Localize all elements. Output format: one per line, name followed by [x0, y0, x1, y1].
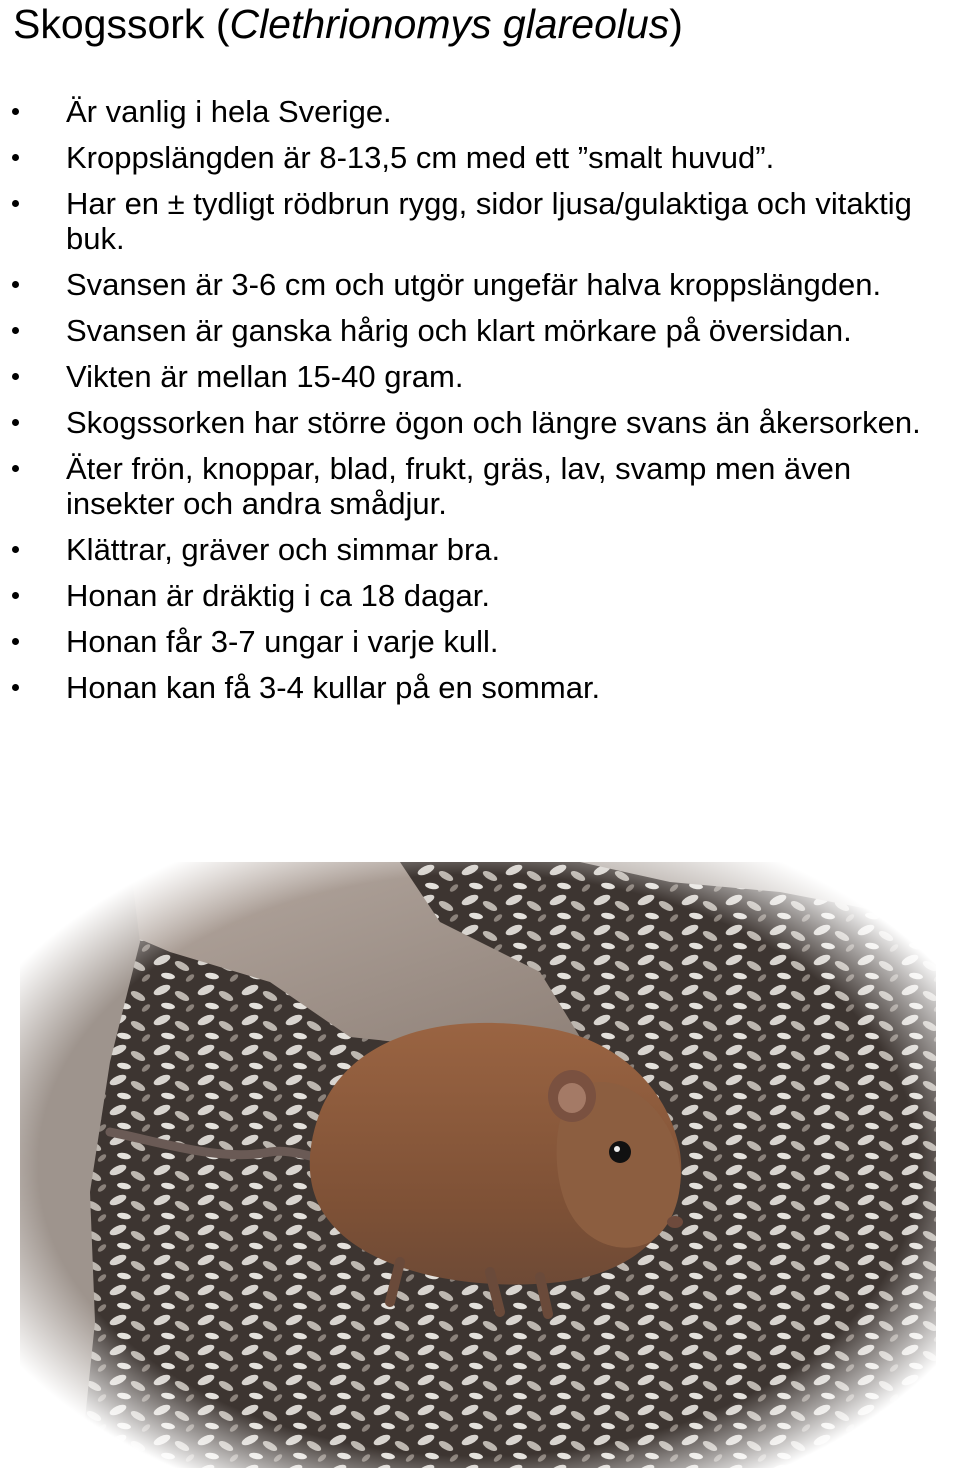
bullet-dot-icon	[12, 108, 19, 115]
fact-text: Har en ± tydligt rödbrun rygg, sidor ljusa/gulaktiga och vitaktig buk.	[66, 186, 912, 256]
bullet-dot-icon	[12, 200, 19, 207]
bullet-dot-icon	[12, 465, 19, 472]
page-title	[13, 0, 683, 48]
fact-text: Skogssorken har större ögon och längre svans än åkersorken.	[66, 405, 921, 440]
title-open-paren: (	[204, 1, 230, 47]
bullet-dot-icon	[12, 154, 19, 161]
fact-item	[0, 267, 960, 302]
fact-item	[0, 578, 960, 613]
fact-text: Honan får 3-7 ungar i varje kull.	[66, 624, 499, 659]
fact-text: Är vanlig i hela Sverige.	[66, 94, 392, 129]
fact-text: Kroppslängden är 8-13,5 cm med ett ”smalt huvud”.	[66, 140, 775, 175]
title-scientific-name: Clethrionomys glareolus	[229, 1, 670, 47]
fact-item	[0, 186, 960, 256]
fact-text: Svansen är 3-6 cm och utgör ungefär halva kroppslängden.	[66, 267, 882, 302]
fact-item	[0, 670, 960, 705]
fact-item	[0, 359, 960, 394]
bullet-dot-icon	[12, 419, 19, 426]
fact-text: Honan är dräktig i ca 18 dagar.	[66, 578, 490, 613]
fact-list	[0, 94, 960, 716]
bullet-dot-icon	[12, 592, 19, 599]
bank-vole-photo	[20, 862, 936, 1468]
photo-illustration	[20, 862, 936, 1468]
fact-item	[0, 140, 960, 175]
bullet-dot-icon	[12, 684, 19, 691]
title-common-name: Skogssork	[13, 1, 205, 47]
fact-text: Vikten är mellan 15-40 gram.	[66, 359, 464, 394]
fact-text: Klättrar, gräver och simmar bra.	[66, 532, 501, 567]
fact-item	[0, 451, 960, 521]
fact-text: Äter frön, knoppar, blad, frukt, gräs, lav, svamp men även insekter och andra smådjur.	[66, 451, 852, 521]
bullet-dot-icon	[12, 327, 19, 334]
fact-item	[0, 405, 960, 440]
fact-item	[0, 624, 960, 659]
bullet-dot-icon	[12, 281, 19, 288]
fact-text: Svansen är ganska hårig och klart mörkare på översidan.	[66, 313, 852, 348]
fact-item	[0, 532, 960, 567]
fact-item	[0, 94, 960, 129]
bullet-dot-icon	[12, 638, 19, 645]
title-close-paren: )	[669, 1, 683, 47]
fact-item	[0, 313, 960, 348]
bullet-dot-icon	[12, 373, 19, 380]
bullet-dot-icon	[12, 546, 19, 553]
fact-text: Honan kan få 3-4 kullar på en sommar.	[66, 670, 601, 705]
